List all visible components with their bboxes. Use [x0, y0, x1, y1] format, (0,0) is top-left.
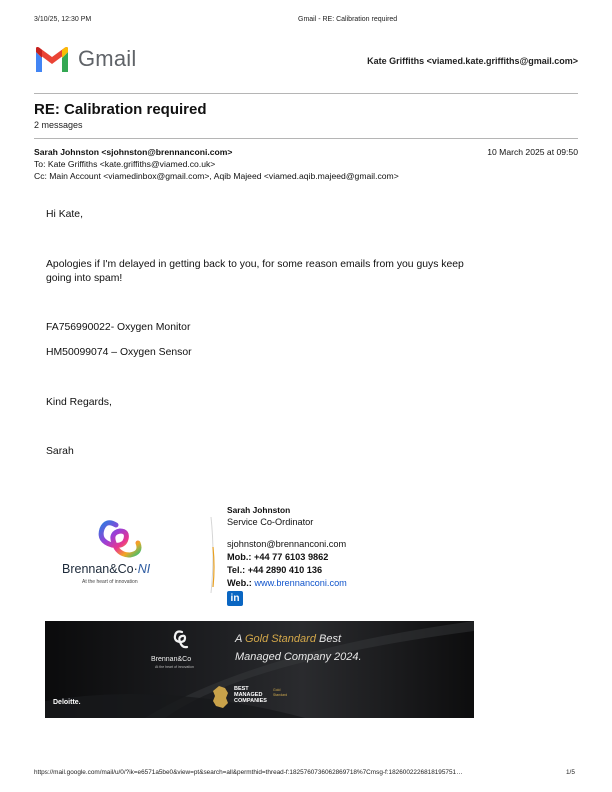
- body-paragraph-line-1: Apologies if I'm delayed in getting back to you, for some reason emails from you guys keep: [46, 259, 464, 270]
- website-link[interactable]: www.brennanconi.com: [254, 578, 347, 588]
- company-wordmark: Brennan&Co·NI: [62, 562, 151, 576]
- linkedin-icon[interactable]: in: [227, 591, 243, 606]
- signature-divider: [209, 517, 217, 593]
- signature-name: Sarah Johnston: [227, 505, 291, 515]
- best-managed-companies-logo: BEST MANAGED COMPANIES: [234, 686, 267, 704]
- subject-divider: [34, 138, 578, 139]
- header-divider: [34, 93, 578, 94]
- brennan-logo-icon: [58, 515, 184, 589]
- message-count: 2 messages: [34, 120, 83, 130]
- banner-headline-2: Managed Company 2024.: [235, 651, 362, 663]
- signature-telephone: Tel.: +44 2890 410 136: [227, 565, 323, 575]
- thread-subject: RE: Calibration required: [34, 101, 207, 118]
- signature-role: Service Co-Ordinator: [227, 517, 314, 527]
- body-paragraph-line-2: going into spam!: [46, 273, 123, 284]
- print-title: Gmail - RE: Calibration required: [298, 16, 398, 23]
- print-footer-url: https://mail.google.com/mail/u/0/?ik=e6571a5be0&view=pt&search=all&permthid=thread-f:1825760736062869718%7Cmsg-f:1826002226818195751…: [34, 769, 463, 776]
- body-greeting: Hi Kate,: [46, 209, 83, 220]
- ireland-map-icon: [211, 685, 231, 709]
- banner-logo-tagline: At the heart of innovation: [155, 665, 194, 669]
- banner-logo-icon: [170, 629, 192, 651]
- signature-email-link[interactable]: sjohnston@brennanconi.com: [227, 539, 347, 549]
- recipients-to: To: Kate Griffiths <kate.griffiths@viamed.co.uk>: [34, 159, 216, 169]
- sender: Sarah Johnston <sjohnston@brennanconi.com>: [34, 147, 233, 157]
- print-page-number: 1/5: [566, 769, 575, 776]
- signature-mobile: Mob.: +44 77 6103 9862: [227, 552, 329, 562]
- body-closing: Kind Regards,: [46, 397, 112, 408]
- banner-headline-1: A Gold Standard Best: [235, 633, 342, 645]
- gold-standard-badge: Gold Standard: [273, 688, 288, 697]
- signature-web: Web.: www.brennanconi.com: [227, 578, 347, 588]
- recipients-cc: Cc: Main Account <viamedinbox@gmail.com>, Aqib Majeed <viamed.aqib.majeed@gmail.com>: [34, 171, 399, 181]
- banner-logo-text: Brennan&Co: [151, 656, 192, 663]
- message-date: 10 March 2025 at 09:50: [487, 147, 578, 157]
- body-signoff: Sarah: [46, 446, 74, 457]
- deloitte-logo: Deloitte.: [53, 699, 81, 706]
- company-tagline: At the heart of innovation: [82, 579, 138, 585]
- gmail-logo-text: Gmail: [78, 46, 137, 71]
- body-item-1: FA756990022- Oxygen Monitor: [46, 322, 191, 333]
- body-item-2: HM50099074 – Oxygen Sensor: [46, 347, 192, 358]
- print-datetime: 3/10/25, 12:30 PM: [34, 16, 92, 23]
- account-label: Kate Griffiths <viamed.kate.griffiths@gmail.com>: [367, 56, 578, 66]
- gmail-logo-icon: [34, 46, 70, 74]
